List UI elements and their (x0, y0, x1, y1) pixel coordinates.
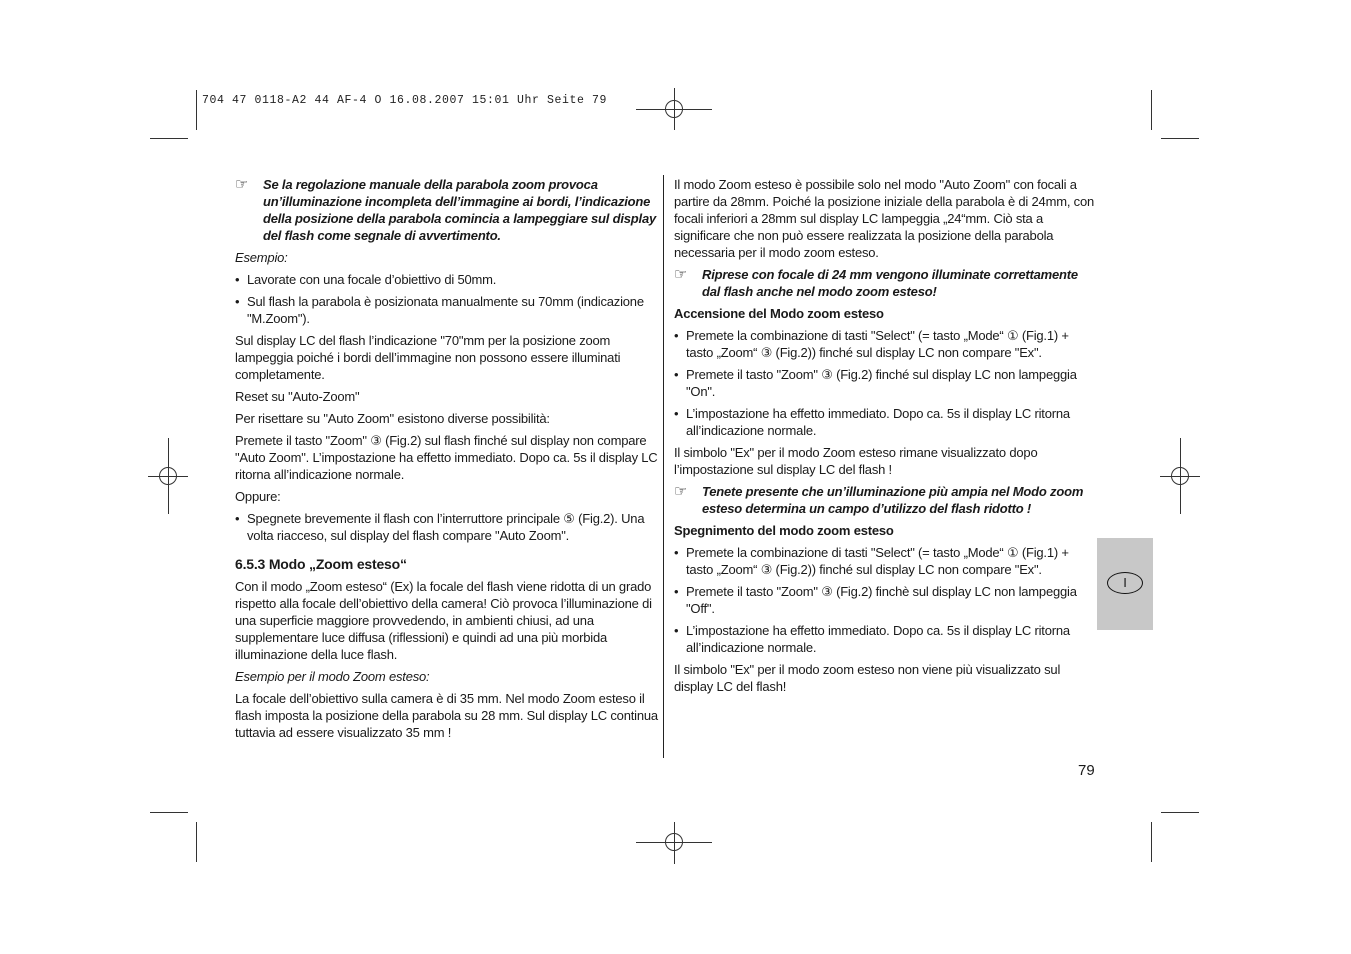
warning-note: ☞ Se la regolazione manuale della parabola zoom provoca un’illuminazione incompleta dell’immagine ai bordi, l’indicazione della posizione della parabola comincia a lampeggiare sul display del flash come segnale di avvertimento. (235, 176, 657, 243)
paragraph: Il simbolo "Ex" per il modo zoom esteso non viene più visualizzato sul display LC del flash! (674, 662, 1061, 694)
page-number: 79 (1078, 762, 1095, 779)
paragraph: Oppure: (235, 489, 281, 504)
list-item: • L’impostazione ha effetto immediato. Dopo ca. 5s il display LC ritorna all’indicazione normale. (674, 623, 1070, 655)
pointing-hand-icon: ☞ (674, 266, 688, 283)
paragraph: La focale dell’obiettivo sulla camera è di 35 mm. Nel modo Zoom esteso il flash imposta la posizione della parabola su 28 mm. Sul display LC continua tuttavia ad essere visualizzato 35 mm ! (235, 691, 658, 740)
warning-note: ☞ Tenete presente che un’illuminazione più ampia nel Modo zoom esteso determina un campo d’utilizzo del flash ridotto ! (674, 483, 1084, 516)
paragraph: Reset su "Auto-Zoom" (235, 389, 360, 404)
pointing-hand-icon: ☞ (235, 176, 249, 193)
paragraph: Il simbolo "Ex" per il modo Zoom esteso rimane visualizzato dopo l’impostazione sul display LC del flash ! (674, 445, 1038, 477)
pointing-hand-icon: ☞ (674, 483, 688, 500)
paragraph: Premete il tasto "Zoom" ③ (Fig.2) sul flash finché sul display non compare "Auto Zoom". L’impostazione ha effetto immediato. Dopo ca. 5s il display LC ritorna all’indicazione normale. (235, 433, 658, 482)
list-item: • L’impostazione ha effetto immediato. Dopo ca. 5s il display LC ritorna all’indicazione normale. (674, 406, 1070, 438)
paragraph: Sul display LC del flash l’indicazione "70"mm per la posizione zoom lampeggia poiché i bordi dell’immagine non possono essere illuminati completamente. (235, 333, 621, 382)
print-header: 704 47 0118-A2 44 AF-4 O 16.08.2007 15:01 Uhr Seite 79 (202, 94, 608, 107)
paragraph: Per risettare su "Auto Zoom" esistono diverse possibilità: (235, 411, 550, 426)
left-column (235, 176, 660, 746)
list-item: • Spegnete brevemente il flash con l’interruttore principale ⑤ (Fig.2). Una volta riacceso, sul display del flash compare "Auto Zoom". (235, 511, 645, 543)
list-item: • Premete il tasto "Zoom" ③ (Fig.2) finché sul display LC non lampeggia "On". (674, 367, 1077, 399)
paragraph: Con il modo „Zoom esteso“ (Ex) la focale del flash viene ridotta di un grado rispetto alla focale dell’obiettivo della camera! Ciò provoca l’illuminazione di una superficie maggiore provvedendo, in ambienti chiusi, ad una supplementare luce diffusa (riflessioni) e quindi ad una più morbida illuminazione della luce flash. (235, 579, 652, 662)
column-divider (663, 175, 664, 758)
list-item: • Premete la combinazione di tasti "Select" (= tasto „Mode“ ① (Fig.1) + tasto „Zoom“ ③ (Fig.2)) finché sul display LC non compare "Ex". (674, 545, 1069, 577)
subheading: Spegnimento del modo zoom esteso (674, 523, 894, 538)
right-column (674, 176, 1099, 700)
example-label: Esempio per il modo Zoom esteso: (235, 669, 430, 684)
list-item: • Lavorate con una focale d’obiettivo di 50mm. (235, 272, 497, 287)
example-label: Esempio: (235, 250, 288, 265)
info-note: ☞ Riprese con focale di 24 mm vengono illuminate correttamente dal flash anche nel modo zoom esteso! (674, 266, 1078, 299)
list-item: • Premete la combinazione di tasti "Select" (= tasto „Mode“ ① (Fig.1) + tasto „Zoom“ ③ (Fig.2)) finché sul display LC non compare "Ex". (674, 328, 1069, 360)
list-item: • Sul flash la parabola è posizionata manualmente su 70mm (indicazione "M.Zoom"). (235, 294, 644, 326)
list-item: • Premete il tasto "Zoom" ③ (Fig.2) finchè sul display LC non lampeggia "Off". (674, 584, 1077, 616)
paragraph: Il modo Zoom esteso è possibile solo nel modo "Auto Zoom" con focali a partire da 28mm. Poiché la posizione iniziale della parabola è di 24mm, con focali inferiori a 28mm sul display LC lampeggia „24“mm. Ciò sta a significare che non può essere realizzata la posizione della parabola necessaria per il modo zoom esteso. (674, 177, 1095, 260)
language-tab-label: I (1107, 572, 1143, 594)
section-title: 6.5.3 Modo „Zoom esteso“ (235, 556, 407, 572)
subheading: Accensione del Modo zoom esteso (674, 306, 884, 321)
language-tab (1097, 538, 1153, 630)
